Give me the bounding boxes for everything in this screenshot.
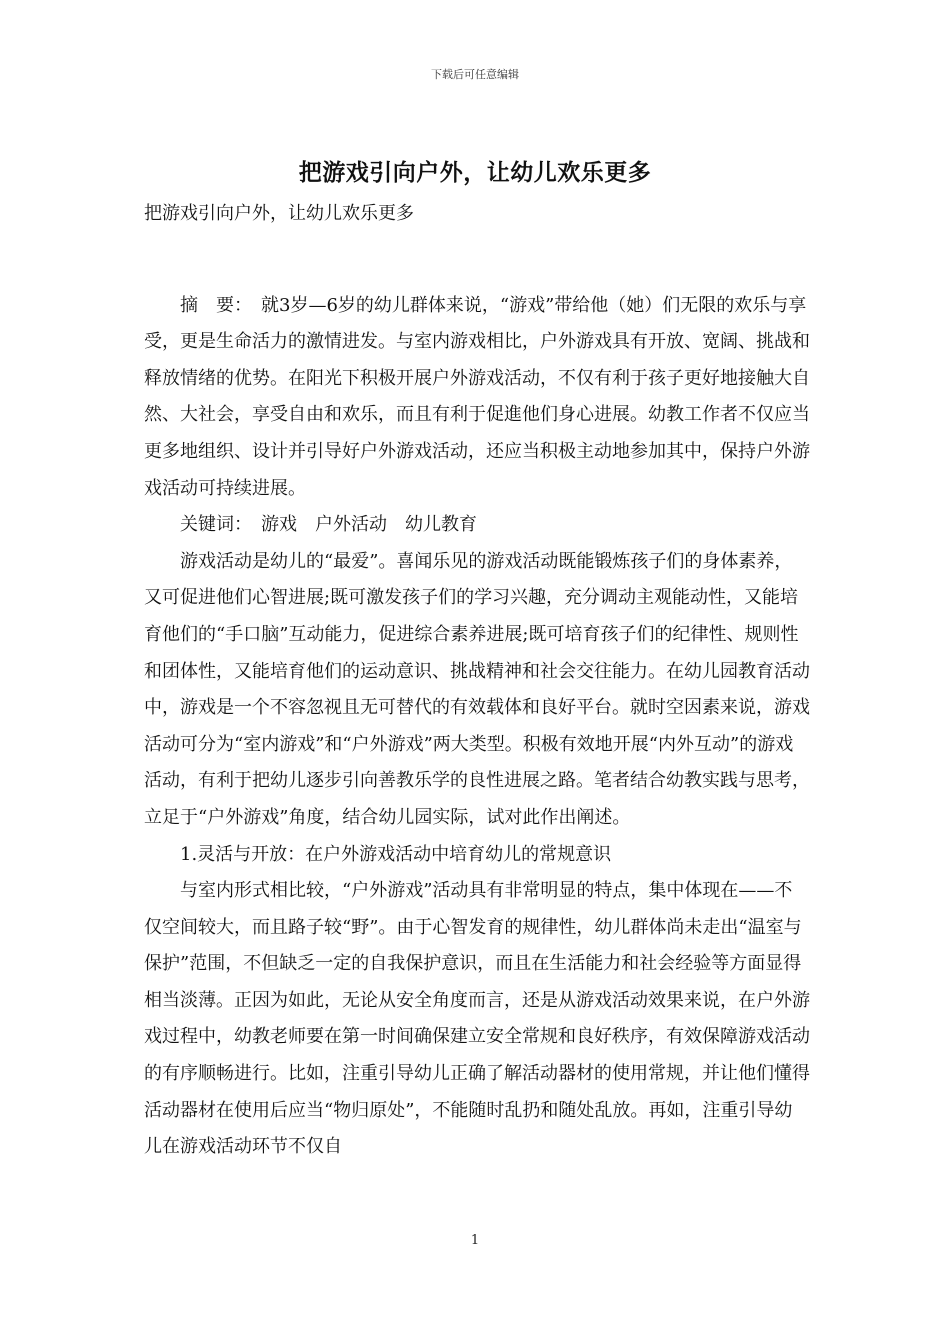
header-note: 下载后可任意编辑	[431, 68, 519, 81]
abstract-paragraph: 摘 要： 就3岁—6岁的幼儿群体来说，“游戏”带给他（她）们无限的欢乐与享受，更是生命活力的激情进发。与室内游戏相比，户外游戏具有开放、宽阔、挑战和释放情绪的优势。在阳光下积极开展户外游戏活动，不仅有利于孩子更好地接触大自然、大社会，享受自由和欢乐，而且有利于促進他们身心进展。幼教工作者不仅应当更多地组织、设计并引导好户外游戏活动，还应当积极主动地参加其中，保持户外游戏活动可持续进展。	[144, 294, 810, 499]
blank-line	[144, 233, 810, 288]
document-title: 把游戏引向户外，让幼儿欢乐更多	[298, 159, 652, 186]
intro-paragraph: 游戏活动是幼儿的“最爱”。喜闻乐见的游戏活动既能锻炼孩子们的身体素养，又可促进他们心智进展;既可激发孩子们的学习兴趣，充分调动主观能动性，又能培育他们的“手口脑”互动能力，促进综合素养进展;既可培育孩子们的纪律性、规则性和团体性，又能培育他们的运动意识、挑战精神和社会交往能力。在幼儿园教育活动中，游戏是一个不容忽视且无可替代的有效载体和良好平台。就时空因素来说，游戏活动可分为“室内游戏”和“户外游戏”两大类型。积极有效地开展“内外互动”的游戏活动，有利于把幼儿逐步引向善教乐学的良性进展之路。笔者结合幼教实践与思考，立足于“户外游戏”角度，结合幼儿园实际，试对此作出阐述。	[144, 550, 810, 828]
page-number: 1	[470, 1233, 480, 1248]
section-heading: 1.灵活与开放：在户外游戏活动中培育幼儿的常规意识	[180, 843, 612, 865]
document-body	[144, 196, 810, 1166]
document-subtitle: 把游戏引向户外，让幼儿欢乐更多	[144, 203, 414, 224]
body-paragraph: 与室内形式相比较，“户外游戏”活动具有非常明显的特点，集中体现在——不仅空间较大，而且路子较“野”。由于心智发育的规律性，幼儿群体尚未走出“温室与保护”范围，不但缺乏一定的自我保护意识，而且在生活能力和社会经验等方面显得相当淡薄。正因为如此，无论从安全角度而言，还是从游戏活动效果来说，在户外游戏过程中，幼教老师要在第一时间确保建立安全常规和良好秩序，有效保障游戏活动的有序顺畅进行。比如，注重引导幼儿正确了解活动器材的使用常规，并让他们懂得活动器材在使用后应当“物归原处”，不能随时乱扔和随处乱放。再如，注重引导幼儿在游戏活动环节不仅自	[144, 880, 810, 1158]
keywords-paragraph: 关键词： 游戏 户外活动 幼儿教育	[180, 514, 477, 536]
